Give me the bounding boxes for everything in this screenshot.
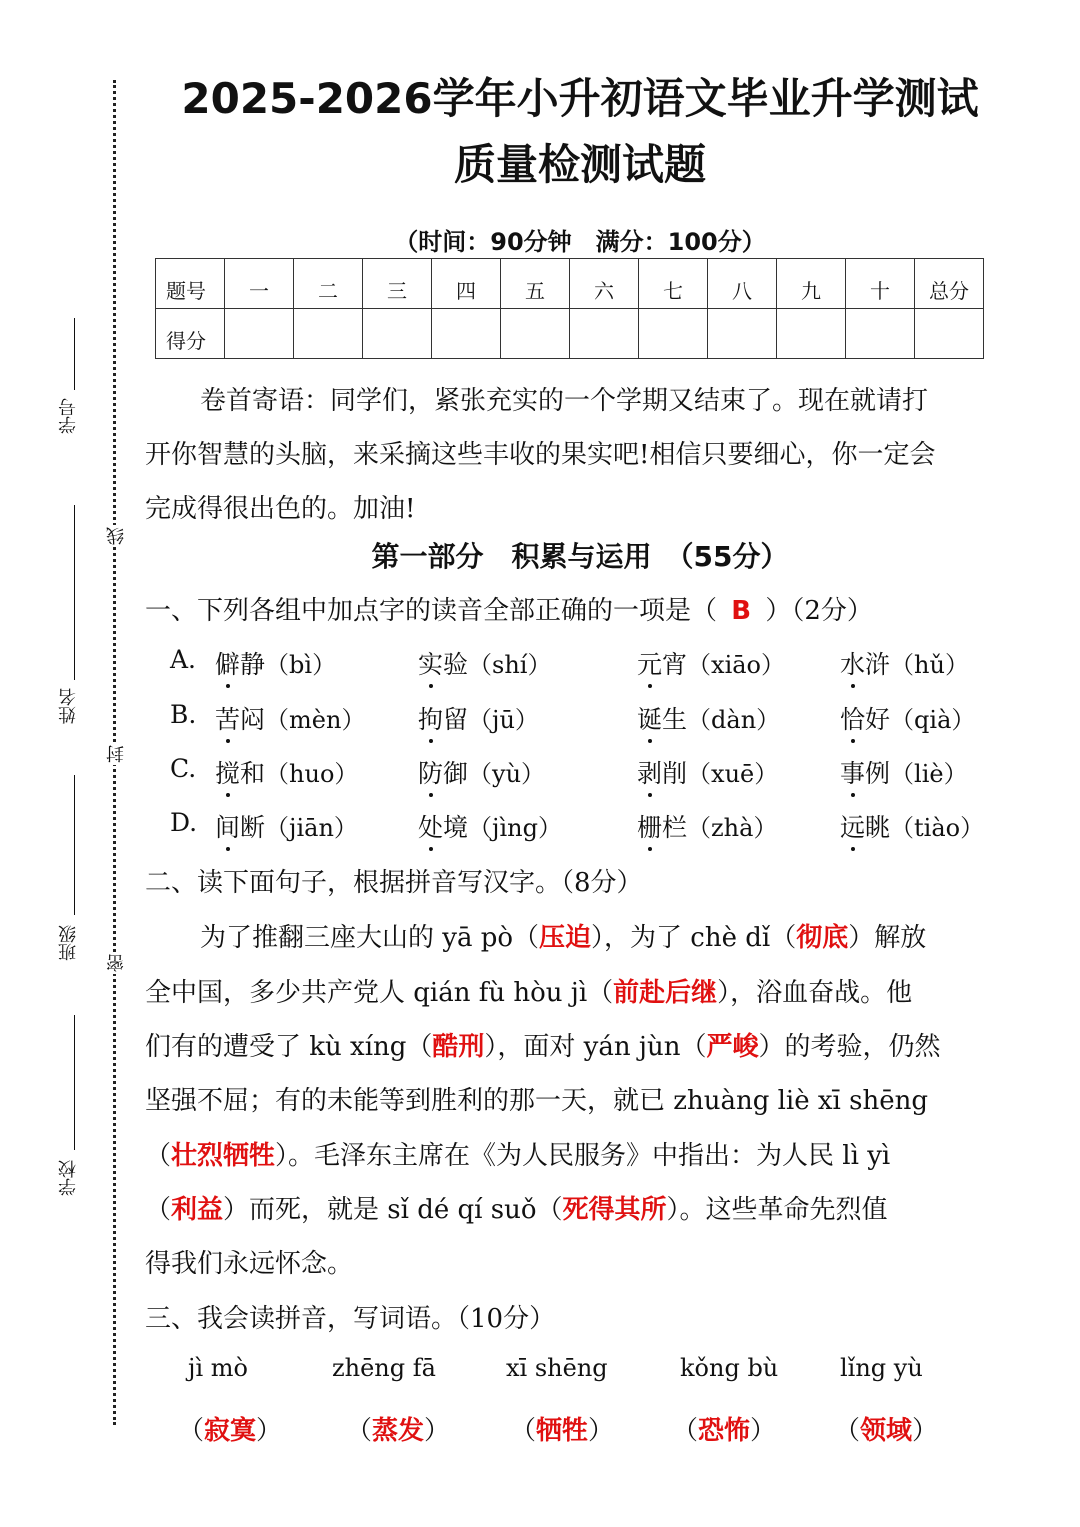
score-blank-cell[interactable] xyxy=(777,309,846,359)
q1-char: 削 xyxy=(662,759,688,788)
q1-option-word xyxy=(418,645,551,681)
q2-answer: 酷刑 xyxy=(432,1032,485,1062)
q3-answer-slot xyxy=(834,1410,938,1447)
q1-char: 境 xyxy=(443,813,469,842)
binding-mark-line: 线 xyxy=(104,525,130,547)
intro-line-2: 开你智慧的头脑，来采摘这些丰收的果实吧!相信只要细心，你一定会 xyxy=(145,440,936,470)
score-table xyxy=(155,258,984,359)
score-table-score-row xyxy=(156,309,984,359)
name-blank xyxy=(74,505,75,680)
q2-line-5 xyxy=(145,1135,890,1172)
school-blank xyxy=(74,1015,75,1150)
q1-pinyin: （xuē） xyxy=(687,760,779,788)
q2-line-6 xyxy=(145,1189,888,1226)
score-header-cell: 一 xyxy=(225,259,294,309)
q1-pinyin: （jiān） xyxy=(265,814,358,842)
paren-right: ） xyxy=(750,1416,777,1446)
score-header-cell: 七 xyxy=(639,259,708,309)
q1-char: 浒 xyxy=(865,650,891,679)
score-header-cell: 四 xyxy=(432,259,501,309)
q2-text: 为了推翻三座大山的 yā pò（ xyxy=(200,923,540,953)
q1-dotted-char: 远 xyxy=(840,808,865,844)
q2-text: 们有的遭受了 kù xíng（ xyxy=(145,1032,433,1062)
q2-text: ），为了 chè dǐ（ xyxy=(591,923,797,953)
score-row-label: 得分 xyxy=(156,309,225,359)
paren-right: ） xyxy=(256,1416,283,1446)
q1-option-label: B. xyxy=(170,700,197,729)
q1-pinyin: （jìng） xyxy=(468,814,562,842)
paren-right: ） xyxy=(424,1416,451,1446)
q1-pinyin: （bì） xyxy=(265,651,337,679)
exam-title-line1: 2025-2026学年小升初语文毕业升学测试 xyxy=(181,74,979,123)
q2-text: ）。毛泽东主席在《为人民服务》中指出：为人民 lì yì xyxy=(275,1141,891,1171)
score-header-cell: 八 xyxy=(708,259,777,309)
q1-char: 闷 xyxy=(240,705,266,734)
q3-answer: 蒸发 xyxy=(372,1416,425,1446)
q2-text: （ xyxy=(145,1141,172,1171)
q2-text: ）解放 xyxy=(848,923,927,953)
q3-answer: 领域 xyxy=(860,1416,913,1446)
q2-line-3 xyxy=(145,1026,940,1063)
q2-text: 坚强不屈；有的未能等到胜利的那一天，就已 zhuàng liè xī shēng xyxy=(145,1086,928,1116)
q1-char: 验 xyxy=(443,650,469,679)
q3-pinyin: jì mò xyxy=(188,1354,248,1382)
score-blank-cell[interactable] xyxy=(432,309,501,359)
q1-answer: B xyxy=(731,596,752,626)
exam-meta: （时间：90分钟 满分：100分） xyxy=(394,228,766,256)
q1-dotted-char: 恰 xyxy=(840,700,865,736)
q1-option-word xyxy=(840,645,969,681)
q2-text: 全中国，多少共产党人 qián fù hòu jì（ xyxy=(145,978,614,1008)
student-no-label: 学号 xyxy=(58,398,79,434)
q1-option-word xyxy=(637,700,780,736)
q1-option-word xyxy=(418,700,539,736)
score-blank-cell[interactable] xyxy=(846,309,915,359)
q3-answer-slot xyxy=(178,1410,282,1447)
q3-pinyin: zhēng fā xyxy=(332,1354,436,1382)
q2-text: ），浴血奋战。他 xyxy=(717,978,913,1008)
score-blank-cell[interactable] xyxy=(639,309,708,359)
q2-text: ），面对 yán jùn（ xyxy=(484,1032,707,1062)
q2-text: ）的考验，仍然 xyxy=(758,1032,941,1062)
q1-dotted-char: 间 xyxy=(215,808,240,844)
q3-answer: 恐怖 xyxy=(698,1416,751,1446)
q1-dotted-char: 拘 xyxy=(418,700,443,736)
q2-answer: 严峻 xyxy=(706,1032,759,1062)
q1-option-word xyxy=(418,754,545,790)
q1-pinyin: （hǔ） xyxy=(890,651,969,679)
q1-char: 和 xyxy=(240,759,266,788)
q1-option-word xyxy=(840,754,968,790)
q1-option-word xyxy=(637,645,785,681)
q1-pinyin: （zhà） xyxy=(687,814,778,842)
q2-text: （ xyxy=(145,1195,172,1225)
q1-pinyin: （yù） xyxy=(468,760,546,788)
q1-pinyin: （huo） xyxy=(265,760,359,788)
q1-option-word xyxy=(215,645,336,681)
score-table-header-row xyxy=(156,259,984,309)
q1-char: 眺 xyxy=(865,813,891,842)
q3-answer: 寂寞 xyxy=(204,1416,257,1446)
q1-pinyin: （qià） xyxy=(890,706,976,734)
q1-dotted-char: 处 xyxy=(418,808,443,844)
q1-char: 留 xyxy=(443,705,469,734)
q2-text: ）。这些革命先烈值 xyxy=(666,1195,888,1225)
q3-pinyin: xī shēng xyxy=(506,1354,608,1382)
q1-dotted-char: 事 xyxy=(840,754,865,790)
score-blank-cell[interactable] xyxy=(708,309,777,359)
score-blank-cell[interactable] xyxy=(570,309,639,359)
q3-answer: 牺牲 xyxy=(536,1416,589,1446)
q3-stem: 三、我会读拼音，写词语。（10分） xyxy=(145,1304,556,1334)
binding-mark-seal: 封 xyxy=(104,743,130,765)
paren-left: （ xyxy=(178,1416,205,1446)
q1-char: 御 xyxy=(443,759,469,788)
score-blank-cell[interactable] xyxy=(225,309,294,359)
q3-answer-slot xyxy=(672,1410,776,1447)
q1-dotted-char: 苦 xyxy=(215,700,240,736)
paren-left: （ xyxy=(346,1416,373,1446)
q2-answer: 压迫 xyxy=(539,923,592,953)
q3-answer-slot xyxy=(346,1410,450,1447)
q1-dotted-char: 栅 xyxy=(637,808,662,844)
q1-option-word xyxy=(215,700,365,736)
q1-dotted-char: 防 xyxy=(418,754,443,790)
q3-pinyin: lǐng yù xyxy=(840,1354,923,1382)
paren-left: （ xyxy=(510,1416,537,1446)
q1-option-label: C. xyxy=(170,754,197,783)
q2-answer: 壮烈牺牲 xyxy=(171,1141,276,1171)
q3-answer-slot xyxy=(510,1410,614,1447)
q1-dotted-char: 水 xyxy=(840,645,865,681)
binding-mark-secret: 密 xyxy=(104,952,130,974)
q1-stem-after: ）（2分） xyxy=(765,596,873,626)
score-blank-cell[interactable] xyxy=(915,309,984,359)
q1-char: 断 xyxy=(240,813,266,842)
q1-dotted-char: 诞 xyxy=(637,700,662,736)
q2-line-4 xyxy=(145,1080,928,1117)
score-header-cell: 十 xyxy=(846,259,915,309)
q1-stem-before: 一、下列各组中加点字的读音全部正确的一项是（ xyxy=(145,596,718,626)
q1-option-word xyxy=(418,808,562,844)
q1-dotted-char: 剥 xyxy=(637,754,662,790)
paren-left: （ xyxy=(672,1416,699,1446)
q1-dotted-char: 实 xyxy=(418,645,443,681)
score-blank-cell[interactable] xyxy=(294,309,363,359)
score-header-cell: 二 xyxy=(294,259,363,309)
q1-option-word xyxy=(215,808,358,844)
class-label: 班级 xyxy=(58,925,79,961)
q1-stem xyxy=(145,590,873,627)
q1-char: 生 xyxy=(662,705,688,734)
q1-option-word xyxy=(215,754,358,790)
q1-pinyin: （xiāo） xyxy=(687,651,785,679)
q2-text: ）而死，就是 sǐ dé qí suǒ（ xyxy=(223,1195,563,1225)
q1-pinyin: （shí） xyxy=(468,651,552,679)
score-header-cell: 六 xyxy=(570,259,639,309)
q1-dotted-char: 元 xyxy=(637,645,662,681)
q1-pinyin: （mèn） xyxy=(265,706,366,734)
q1-option-label: A. xyxy=(170,645,197,674)
q1-option-word xyxy=(637,808,777,844)
school-label: 学校 xyxy=(58,1160,79,1196)
student-no-blank xyxy=(74,318,75,390)
q2-line-7 xyxy=(145,1243,353,1280)
q1-char: 栏 xyxy=(662,813,688,842)
q1-dotted-char: 搅 xyxy=(215,754,240,790)
q2-stem: 二、读下面句子，根据拼音写汉字。（8分） xyxy=(145,868,643,898)
q2-line-1 xyxy=(200,917,926,954)
q2-answer: 彻底 xyxy=(796,923,849,953)
class-blank xyxy=(74,775,75,915)
intro-line-1: 卷首寄语：同学们，紧张充实的一个学期又结束了。现在就请打 xyxy=(200,386,929,416)
q2-answer: 死得其所 xyxy=(562,1195,667,1225)
paren-left: （ xyxy=(834,1416,861,1446)
score-header-cell: 总分 xyxy=(915,259,984,309)
q2-line-2 xyxy=(145,972,912,1009)
q1-pinyin: （tiào） xyxy=(890,814,985,842)
q2-answer: 利益 xyxy=(171,1195,224,1225)
q1-char: 例 xyxy=(865,759,891,788)
q2-text: 得我们永远怀念。 xyxy=(145,1249,354,1279)
q1-char: 好 xyxy=(865,705,891,734)
q1-char: 静 xyxy=(240,650,266,679)
q1-option-word xyxy=(840,808,984,844)
paren-right: ） xyxy=(912,1416,939,1446)
part1-heading: 第一部分 积累与运用 （55分） xyxy=(371,540,789,573)
score-blank-cell[interactable] xyxy=(501,309,570,359)
q1-option-word xyxy=(637,754,778,790)
q3-pinyin: kǒng bù xyxy=(680,1354,779,1382)
exam-title-line2: 质量检测试题 xyxy=(453,140,706,189)
score-header-cell: 三 xyxy=(363,259,432,309)
q1-pinyin: （dàn） xyxy=(687,706,781,734)
q1-dotted-char: 僻 xyxy=(215,645,240,681)
name-label: 姓名 xyxy=(58,688,79,724)
score-header-cell: 九 xyxy=(777,259,846,309)
paren-right: ） xyxy=(588,1416,615,1446)
score-header-cell: 五 xyxy=(501,259,570,309)
q1-pinyin: （liè） xyxy=(890,760,968,788)
q1-option-word xyxy=(840,700,975,736)
q1-char: 宵 xyxy=(662,650,688,679)
intro-line-3: 完成得很出色的。加油! xyxy=(145,494,416,524)
q1-pinyin: （jū） xyxy=(468,706,539,734)
q1-option-label: D. xyxy=(170,808,198,837)
q2-answer: 前赴后继 xyxy=(613,978,718,1008)
score-blank-cell[interactable] xyxy=(363,309,432,359)
score-header-cell: 题号 xyxy=(156,259,225,309)
